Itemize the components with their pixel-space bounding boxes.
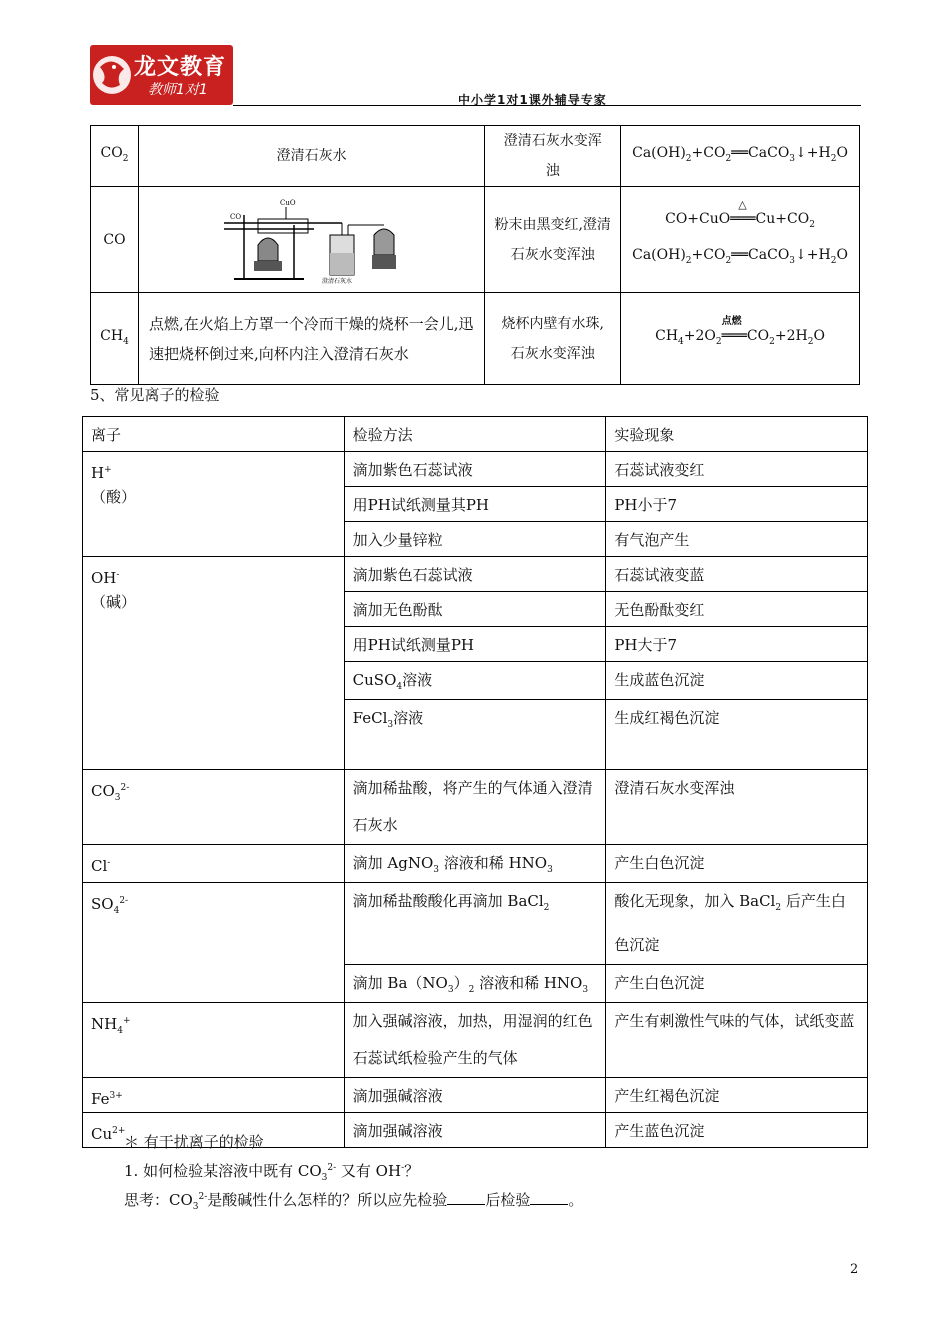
- table-row: [83, 770, 868, 845]
- ion-cell: H+ （酸）: [83, 452, 345, 557]
- table-row: [91, 126, 860, 187]
- phenomenon-cell: 生成蓝色沉淀: [606, 662, 868, 700]
- table-row: [83, 1078, 868, 1113]
- header-phenomenon: 实验现象: [606, 417, 868, 452]
- table-row: [91, 293, 860, 385]
- ion-test-table: [82, 416, 868, 1148]
- page-number: 2: [850, 1262, 859, 1277]
- table-row: [83, 557, 868, 592]
- phenomenon-cell: 澄清石灰水变浑浊: [606, 770, 868, 845]
- method-cell: 滴加强碱溶液: [344, 1078, 606, 1113]
- phenomenon-cell: 无色酚酞变红: [606, 592, 868, 627]
- header-tagline: 中小学1对1课外辅导专家: [458, 93, 607, 107]
- equation-cell: CO+CuO △ $═══Cu+CO_2$ $Ca(OH)_2+CO_2══CaCO_3↓+H_2O$: [621, 187, 860, 293]
- ion-cell: $Fe^{3+}$: [83, 1078, 345, 1113]
- method-cell: 用PH试纸测量PH: [344, 627, 606, 662]
- ion-cell: $NH_4^+$: [83, 1003, 345, 1078]
- co-label: CO: [229, 212, 241, 221]
- apparatus-label: 澄清石灰水: [321, 277, 352, 285]
- phenomenon-cell: 产生有刺激性气味的气体，试纸变蓝: [606, 1003, 868, 1078]
- think-prompt: 思考：$CO_3^{2-}$是酸碱性什么怎样的？所以应先检验 后检验 。: [124, 1191, 584, 1212]
- header-divider: [233, 105, 861, 106]
- equation-cell: $Ca(OH)_2+CO_2══CaCO_3↓+H_2O$: [621, 126, 860, 187]
- ion-cell: OH- （碱）: [83, 557, 345, 770]
- phenomenon-cell: 产生蓝色沉淀: [606, 1113, 868, 1148]
- phenomenon-cell: PH小于7: [606, 487, 868, 522]
- gas-cell: CO: [91, 187, 139, 293]
- phenomenon-cell: 产生白色沉淀: [606, 845, 868, 883]
- ion-cell: Cl-: [83, 845, 345, 883]
- method-cell: 滴加无色酚酞: [344, 592, 606, 627]
- method-image-cell: [138, 187, 484, 293]
- table-row: [83, 1003, 868, 1078]
- method-cell: 点燃,在火焰上方罩一个冷而干燥的烧杯一会儿,迅速把烧杯倒过来,向杯内注入澄清石灰水: [138, 293, 484, 385]
- method-cell: 滴加 $Ba(NO_3)_2$ 溶液和稀 $HNO_3$: [344, 965, 606, 1003]
- logo: [90, 45, 233, 105]
- gas-cell: $CH_4$: [91, 293, 139, 385]
- table-row: [83, 845, 868, 883]
- table-row: [83, 452, 868, 487]
- phenomenon-cell: 粉末由黑变红,澄清石灰水变浑浊: [485, 187, 621, 293]
- table-header-row: [83, 417, 868, 452]
- gas-test-table: [90, 125, 860, 385]
- answer-blank-1[interactable]: [447, 1191, 485, 1205]
- phenomenon-cell: 有气泡产生: [606, 522, 868, 557]
- answer-blank-2[interactable]: [530, 1191, 568, 1205]
- method-cell: FeCl$_3$溶液: [344, 700, 606, 770]
- header-ion: 离子: [83, 417, 345, 452]
- phenomenon-cell: 产生红褐色沉淀: [606, 1078, 868, 1113]
- phenomenon-cell: 产生白色沉淀: [606, 965, 868, 1003]
- ion-cell: $CO_3^{2-}$: [83, 770, 345, 845]
- phenomenon-cell: 石蕊试液变蓝: [606, 557, 868, 592]
- table-row: [91, 187, 860, 293]
- logo-subtitle: 教师1对1: [148, 82, 208, 98]
- table-row: [83, 883, 868, 965]
- logo-title: 龙文教育: [134, 55, 227, 80]
- interference-heading: ＊ 有干扰离子的检验: [124, 1133, 264, 1151]
- method-cell: 滴加稀盐酸，将产生的气体通入澄清石灰水: [344, 770, 606, 845]
- method-cell: 用PH试纸测量其PH: [344, 487, 606, 522]
- method-cell: 滴加紫色石蕊试液: [344, 452, 606, 487]
- gas-cell: $CO_2$: [91, 126, 139, 187]
- phenomenon-cell: PH大于7: [606, 627, 868, 662]
- phenomenon-cell: 烧杯内壁有水珠,石灰水变浑浊: [485, 293, 621, 385]
- method-cell: 加入强碱溶液，加热，用湿润的红色石蕊试纸检验产生的气体: [344, 1003, 606, 1078]
- phenomenon-cell: 石蕊试液变红: [606, 452, 868, 487]
- method-cell: 澄清石灰水: [138, 126, 484, 187]
- method-cell: CuSO$_4$溶液: [344, 662, 606, 700]
- method-cell: 滴加 AgNO$_3$ 溶液和稀 $HNO_3$: [344, 845, 606, 883]
- method-cell: 滴加稀盐酸酸化再滴加 BaCl$_2$: [344, 883, 606, 965]
- section-title: 5、常见离子的检验: [90, 386, 220, 404]
- phenomenon-cell: 生成红褐色沉淀: [606, 700, 868, 770]
- ion-cell: $SO_4^{2-}$: [83, 883, 345, 1003]
- method-cell: 滴加强碱溶液: [344, 1113, 606, 1148]
- phenomenon-cell: 澄清石灰水变浑浊: [485, 126, 621, 187]
- phenomenon-cell: 酸化无现象，加入 BaCl$_2$ 后产生白色沉淀: [606, 883, 868, 965]
- equation-cell: $CH_4+2O_2$ 点燃 $═══CO_2+2H_2O$: [621, 293, 860, 385]
- header-method: 检验方法: [344, 417, 606, 452]
- apparatus-diagram: [224, 195, 400, 285]
- method-cell: 加入少量锌粒: [344, 522, 606, 557]
- method-cell: 滴加紫色石蕊试液: [344, 557, 606, 592]
- question-1: 1. 如何检验某溶液中既有 $CO_3^{2-}$ 又有 OH-？: [124, 1162, 420, 1183]
- cuo-label: CuO: [279, 198, 296, 207]
- ion-cell: $Cu^{2+}$: [83, 1113, 345, 1148]
